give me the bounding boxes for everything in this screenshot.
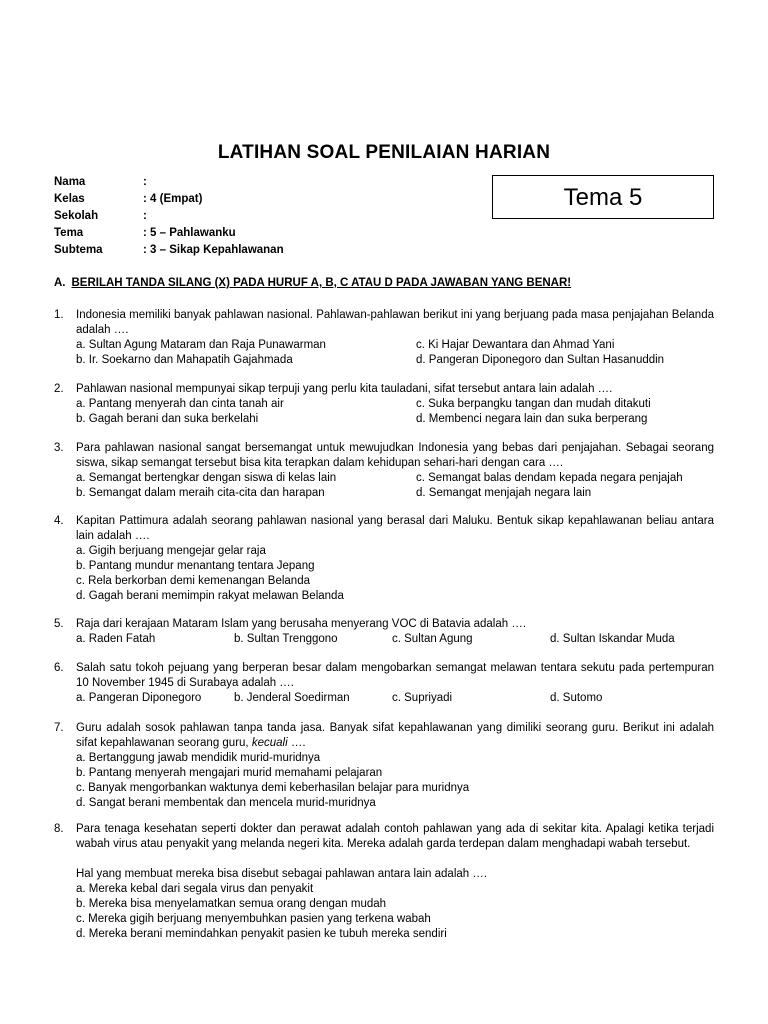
option-c[interactable]: c. Ki Hajar Dewantara dan Ahmad Yani (416, 339, 615, 351)
question-text-2: Hal yang membuat mereka bisa disebut sebagai pahlawan antara lain adalah …. (76, 868, 488, 880)
question-text: Salah satu tokoh pejuang yang berperan besar dalam mengobarkan semangat melawan tentara sekutu pada pertempuran 10 November 1945 di Surabaya adalah …. (76, 662, 714, 689)
section-letter: A. (54, 277, 66, 289)
option-b[interactable]: b. Ir. Soekarno dan Mahapatih Gajahmada (76, 354, 293, 366)
identity-value: : (143, 210, 147, 222)
question-text: Para pahlawan nasional sangat bersemangat untuk mewujudkan Indonesia yang bebas dari penjajahan. Sebagai seorang siswa, sikap semangat tersebut bisa kita terapkan dalam kehidupan sehari-hari dengan cara …. (76, 442, 714, 469)
option-c[interactable]: c. Semangat balas dendam kepada negara penjajah (416, 472, 683, 484)
identity-value: : 5 – Pahlawanku (143, 227, 236, 239)
identity-value: : 3 – Sikap Kepahlawanan (143, 244, 284, 256)
option-d[interactable]: d. Sangat berani membentak dan mencela murid-muridnya (76, 797, 376, 809)
question-6 (54, 661, 714, 706)
identity-label: Sekolah (54, 210, 99, 222)
option-c[interactable]: c. Rela berkorban demi kemenangan Belanda (76, 575, 310, 587)
option-b[interactable]: b. Pantang menyerah mengajari murid memahami pelajaran (76, 767, 383, 779)
question-number: 7. (54, 722, 64, 734)
question-text: Pahlawan nasional mempunyai sikap terpuji yang perlu kita tauladani, sifat tersebut antara lain adalah …. (76, 383, 613, 395)
option-b[interactable]: b. Sultan Trenggono (234, 633, 338, 645)
option-c[interactable]: c. Suka berpangku tangan dan mudah ditakuti (416, 398, 651, 410)
option-a[interactable]: a. Sultan Agung Mataram dan Raja Punawarman (76, 339, 326, 351)
option-a[interactable]: a. Mereka kebal dari segala virus dan penyakit (76, 883, 314, 895)
question-number: 3. (54, 442, 64, 454)
option-d[interactable]: d. Semangat menjajah negara lain (416, 487, 592, 499)
option-c[interactable]: c. Sultan Agung (392, 633, 473, 645)
question-number: 6. (54, 662, 64, 674)
section-text: BERILAH TANDA SILANG (X) PADA HURUF A, B, C ATAU D PADA JAWABAN YANG BENAR! (71, 277, 572, 289)
question-4 (54, 514, 714, 604)
question-5 (54, 617, 714, 647)
option-d[interactable]: d. Pangeran Diponegoro dan Sultan Hasanuddin (416, 354, 665, 366)
option-b[interactable]: b. Gagah berani dan suka berkelahi (76, 413, 259, 425)
identity-value: : 4 (Empat) (143, 193, 203, 205)
option-a[interactable]: a. Pangeran Diponegoro (76, 692, 202, 704)
option-d[interactable]: d. Sultan Iskandar Muda (550, 633, 675, 645)
question-text: Para tenaga kesehatan seperti dokter dan perawat adalah contoh pahlawan yang ada di sekitar kita. Apalagi ketika terjadi wabah virus atau penyakit yang melanda negeri kita. Mereka adalah garda terdepan dalam menghadapi wabah tersebut. (76, 823, 714, 850)
option-c[interactable]: c. Supriyadi (392, 692, 453, 704)
question-number: 5. (54, 618, 64, 630)
identity-label: Nama (54, 176, 86, 188)
section-instruction (54, 276, 571, 291)
question-text: Raja dari kerajaan Mataram Islam yang berusaha menyerang VOC di Batavia adalah …. (76, 618, 527, 630)
option-a[interactable]: a. Pantang menyerah dan cinta tanah air (76, 398, 284, 410)
question-number: 2. (54, 383, 64, 395)
question-text: Kapitan Pattimura adalah seorang pahlawan nasional yang berasal dari Maluku. Bentuk sikap kepahlawanan beliau antara lain adalah …. (76, 515, 714, 542)
identity-label: Kelas (54, 193, 85, 205)
option-b[interactable]: b. Semangat dalam meraih cita-cita dan harapan (76, 487, 325, 499)
option-d[interactable]: d. Membenci negara lain dan suka berperang (416, 413, 648, 425)
identity-row (54, 242, 284, 259)
option-b[interactable]: b. Mereka bisa menyelamatkan semua orang dengan mudah (76, 898, 387, 910)
question-number: 1. (54, 309, 64, 321)
option-a[interactable]: a. Gigih berjuang mengejar gelar raja (76, 545, 266, 557)
question-text (76, 721, 714, 751)
question-2 (54, 382, 714, 427)
question-number: 8. (54, 823, 64, 835)
question-text-italic: kecuali (251, 737, 288, 749)
question-3 (54, 441, 714, 501)
identity-row (54, 225, 284, 242)
option-d[interactable]: d. Mereka berani memindahkan penyakit pasien ke tubuh mereka sendiri (76, 928, 447, 940)
identity-label: Tema (54, 227, 84, 239)
identity-label: Subtema (54, 244, 103, 256)
identity-row (54, 191, 284, 208)
option-a[interactable]: a. Semangat bertengkar dengan siswa di kelas lain (76, 472, 337, 484)
option-c[interactable]: c. Banyak mengorbankan waktunya demi keberhasilan belajar para muridnya (76, 782, 470, 794)
question-7 (54, 721, 714, 811)
tema-box: Tema 5 (492, 175, 714, 219)
option-b[interactable]: b. Pantang mundur menantang tentara Jepang (76, 560, 315, 572)
option-d[interactable]: d. Sutomo (550, 692, 603, 704)
question-text-main: Guru adalah sosok pahlawan tanpa tanda jasa. Banyak sifat kepahlawanan yang dimiliki seorang guru. Berikut ini adalah sifat kepahlawanan seorang guru, (76, 722, 714, 749)
option-a[interactable]: a. Bertanggung jawab mendidik murid-muridnya (76, 752, 321, 764)
question-number: 4. (54, 515, 64, 527)
identity-row (54, 208, 284, 225)
identity-value: : (143, 176, 147, 188)
question-1 (54, 308, 714, 368)
option-a[interactable]: a. Raden Fatah (76, 633, 156, 645)
question-text: Indonesia memiliki banyak pahlawan nasional. Pahlawan-pahlawan berikut ini yang berjuang pada masa penjajahan Belanda adalah …. (76, 309, 714, 336)
question-text-end: …. (287, 737, 306, 749)
student-identity (54, 174, 284, 259)
page-title: LATIHAN SOAL PENILAIAN HARIAN (217, 142, 551, 163)
option-d[interactable]: d. Gagah berani memimpin rakyat melawan Belanda (76, 590, 344, 602)
question-8 (54, 822, 714, 942)
identity-row (54, 174, 284, 191)
option-c[interactable]: c. Mereka gigih berjuang menyembuhkan pasien yang terkena wabah (76, 913, 431, 925)
option-b[interactable]: b. Jenderal Soedirman (234, 692, 350, 704)
